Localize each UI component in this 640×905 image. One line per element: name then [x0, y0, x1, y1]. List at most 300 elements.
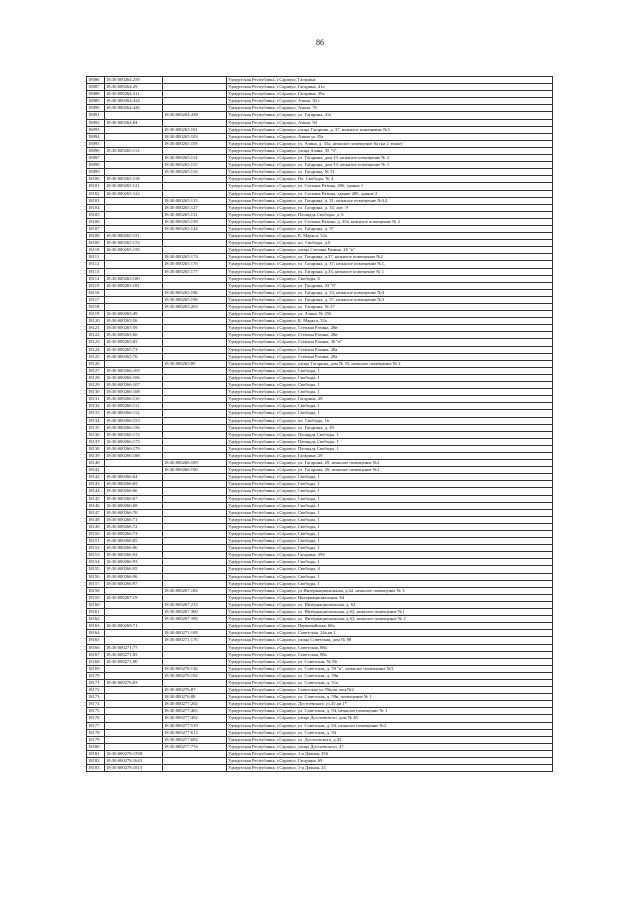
row-number-cell: 18142	[87, 474, 105, 481]
building-cadastral-number-cell: 18:30:000265:176	[163, 261, 227, 268]
building-cadastral-number-cell: 18:30:000265:186	[163, 289, 227, 296]
building-cadastral-number-cell	[163, 325, 227, 332]
row-number-cell: 18143	[87, 481, 105, 488]
table-row	[87, 360, 553, 367]
address-cell: Удмуртская Республика, г.Сарапул, Степана Разина, 30 "в"	[227, 339, 553, 346]
table-row	[87, 126, 553, 133]
table-row	[87, 247, 553, 254]
address-cell: Удмуртская Республика, г.Сарапул, Степана Разина, 28в	[227, 332, 553, 339]
address-cell: Удмуртская Республика, г.Сарапул, Свободы, 6	[227, 275, 553, 282]
row-number-cell: 18153	[87, 552, 105, 559]
building-cadastral-number-cell: 18:30:000267:184	[163, 587, 227, 594]
row-number-cell: 18176	[87, 715, 105, 722]
table-row	[87, 318, 553, 325]
land-cadastral-number-cell: 18:30:000271:85	[105, 651, 163, 658]
row-number-cell: 18103	[87, 197, 105, 204]
land-cadastral-number-cell: 18:30:000266:153	[105, 417, 163, 424]
address-cell: Удмуртская Республика, г.Сарапул, Степана Разина, 28а	[227, 353, 553, 360]
land-cadastral-number-cell: 18:30:000271:77	[105, 644, 163, 651]
row-number-cell: 18090	[87, 105, 105, 112]
address-cell: Удмуртская Республика, г.Сарапул, ул. Степана Разина, д. 35а, нежилое помещение № 2	[227, 218, 553, 225]
table-row	[87, 630, 553, 637]
table-row	[87, 133, 553, 140]
land-cadastral-number-cell	[105, 304, 163, 311]
table-row	[87, 353, 553, 360]
land-cadastral-number-cell	[105, 609, 163, 616]
table-row	[87, 587, 553, 594]
building-cadastral-number-cell	[163, 247, 227, 254]
land-cadastral-number-cell	[105, 743, 163, 750]
table-row	[87, 580, 553, 587]
table-row	[87, 452, 553, 459]
row-number-cell: 18104	[87, 204, 105, 211]
address-cell: Удмуртская Республика, г.Сарапул, ул. Гагарина, д. 29	[227, 424, 553, 431]
table-row	[87, 105, 553, 112]
table-row	[87, 389, 553, 396]
table-row	[87, 481, 553, 488]
table-row	[87, 261, 553, 268]
address-cell: Удмуртская Республика, г.Сарапул, Интернациональная, 64	[227, 594, 553, 601]
address-cell: Удмуртская Республика, г.Сарапул, Свободы, 1	[227, 488, 553, 495]
land-cadastral-number-cell: 18:30:000265:56	[105, 318, 163, 325]
building-cadastral-number-cell	[163, 502, 227, 509]
address-cell: Удмуртская Республика, г.Сарапул, ул. Азина, д. 35а, нежилое помещение 6а (на 2 этаже)	[227, 140, 553, 147]
building-cadastral-number-cell	[163, 516, 227, 523]
land-cadastral-number-cell	[105, 587, 163, 594]
building-cadastral-number-cell	[163, 545, 227, 552]
address-cell: Удмуртская Республика, г.Сарапул, ул. Гагарина, д.37, нежилое помещение №2	[227, 254, 553, 261]
table-row	[87, 147, 553, 154]
row-number-cell: 18106	[87, 218, 105, 225]
address-cell: Удмуртская Республика, г.Сарапул, Свободы, 1	[227, 495, 553, 502]
building-cadastral-number-cell: 18:30:000265:123	[163, 197, 227, 204]
address-cell: Удмуртская Республика, г.Сарапул, Свободы, 1	[227, 367, 553, 374]
address-cell: Удмуртская Республика, г.Сарапул, ул. Гагарина, № 31	[227, 169, 553, 176]
land-cadastral-number-cell	[105, 360, 163, 367]
land-cadastral-number-cell	[105, 133, 163, 140]
building-cadastral-number-cell	[163, 98, 227, 105]
address-cell: Удмуртская Республика, г.Сарапул, Свободы, 1	[227, 580, 553, 587]
row-number-cell: 18123	[87, 339, 105, 346]
row-number-cell: 18149	[87, 523, 105, 530]
table-row	[87, 672, 553, 679]
row-number-cell: 18150	[87, 531, 105, 538]
building-cadastral-number-cell	[163, 105, 227, 112]
row-number-cell: 18134	[87, 417, 105, 424]
table-row	[87, 495, 553, 502]
address-cell: Удмуртская Республика, г.Сарапул, Азина ул.35а	[227, 133, 553, 140]
row-number-cell: 18124	[87, 346, 105, 353]
land-cadastral-number-cell: 18:30:000266:107	[105, 382, 163, 389]
row-number-cell: 18151	[87, 538, 105, 545]
row-number-cell: 18165	[87, 637, 105, 644]
row-number-cell: 18120	[87, 318, 105, 325]
table-row	[87, 240, 553, 247]
table-row	[87, 162, 553, 169]
address-cell: Удмуртская Республика, г.Сарапул, К. Маркса, 32а	[227, 318, 553, 325]
address-cell: Удмуртская Республика, г.Сарапул, ул. Гагарина, № 37	[227, 304, 553, 311]
land-cadastral-number-cell: 18:30:000265:73	[105, 346, 163, 353]
building-cadastral-number-cell	[163, 240, 227, 247]
table-row	[87, 623, 553, 630]
land-cadastral-number-cell	[105, 155, 163, 162]
address-cell: Удмуртская Республика, г.Сарапул, Гагарина, 29	[227, 452, 553, 459]
row-number-cell: 18152	[87, 545, 105, 552]
row-number-cell: 18135	[87, 424, 105, 431]
row-number-cell: 18110	[87, 247, 105, 254]
table-row	[87, 438, 553, 445]
address-cell: Удмуртская Республика, г.Сарапул, Гагарина, 69	[227, 758, 553, 765]
building-cadastral-number-cell	[163, 644, 227, 651]
row-number-cell: 18093	[87, 126, 105, 133]
address-cell: Удмуртская Республика, г.Сарапул, ул. Степана Разина, 28б, здание 1	[227, 183, 553, 190]
row-number-cell: 18181	[87, 750, 105, 757]
table-row	[87, 424, 553, 431]
row-number-cell: 18098	[87, 162, 105, 169]
building-cadastral-number-cell	[163, 431, 227, 438]
address-cell: Удмуртская Республика, г.Сарапул, 1-я Дачная, 25б	[227, 750, 553, 757]
land-cadastral-number-cell: 18:30:000266:103	[105, 367, 163, 374]
row-number-cell: 18128	[87, 374, 105, 381]
building-cadastral-number-cell	[163, 91, 227, 98]
building-cadastral-number-cell: 18:30:000271:169	[163, 630, 227, 637]
table-row	[87, 694, 553, 701]
land-cadastral-number-cell: 18:30:000266:68	[105, 502, 163, 509]
land-cadastral-number-cell: 18:30:000265:153	[105, 240, 163, 247]
land-cadastral-number-cell: 18:30:000266:156	[105, 424, 163, 431]
land-cadastral-number-cell	[105, 672, 163, 679]
row-number-cell: 18087	[87, 84, 105, 91]
address-cell: Удмуртская Республика, г.Сарапул, ул.Интернациональная, д.62, нежилое помещение № 3	[227, 587, 553, 594]
land-cadastral-number-cell: 18:30:000278:1643	[105, 758, 163, 765]
building-cadastral-number-cell: 18:30:000276:87	[163, 687, 227, 694]
building-cadastral-number-cell: 18:30:000265:89	[163, 360, 227, 367]
land-cadastral-number-cell: 18:30:000266:71	[105, 516, 163, 523]
address-cell: Удмуртская Республика, г.Сарапул, Свободы, 1	[227, 403, 553, 410]
building-cadastral-number-cell: 18:30:000276:192	[163, 672, 227, 679]
building-cadastral-number-cell	[163, 481, 227, 488]
land-cadastral-number-cell	[105, 601, 163, 608]
land-cadastral-number-cell: 18:30:000266:73	[105, 531, 163, 538]
row-number-cell: 18158	[87, 587, 105, 594]
row-number-cell: 18139	[87, 452, 105, 459]
land-cadastral-number-cell: 18:30:000265:122	[105, 190, 163, 197]
building-cadastral-number-cell	[163, 750, 227, 757]
building-cadastral-number-cell	[163, 651, 227, 658]
building-cadastral-number-cell: 18:30:000267:215	[163, 601, 227, 608]
land-cadastral-number-cell: 18:30:000265:151	[105, 233, 163, 240]
land-cadastral-number-cell: 18:30:000266:108	[105, 389, 163, 396]
land-cadastral-number-cell	[105, 715, 163, 722]
row-number-cell: 18097	[87, 155, 105, 162]
table-row	[87, 474, 553, 481]
building-cadastral-number-cell	[163, 119, 227, 126]
building-cadastral-number-cell	[163, 495, 227, 502]
building-cadastral-number-cell	[163, 523, 227, 530]
land-cadastral-number-cell: 18:30:000266:112	[105, 410, 163, 417]
building-cadastral-number-cell: 18:30:000277:202	[163, 701, 227, 708]
row-number-cell: 18141	[87, 467, 105, 474]
row-number-cell: 18136	[87, 431, 105, 438]
land-cadastral-number-cell: 18:30:000267:19	[105, 594, 163, 601]
building-cadastral-number-cell	[163, 311, 227, 318]
address-cell: Удмуртская Республика, г.Сарапул, ул. Достоевского, д.45	[227, 736, 553, 743]
row-number-cell: 18183	[87, 765, 105, 772]
building-cadastral-number-cell	[163, 77, 227, 84]
row-number-cell: 18102	[87, 190, 105, 197]
address-cell: Удмуртская Республика, г.Сарапул, Гагарина, 39а	[227, 91, 553, 98]
row-number-cell: 18108	[87, 233, 105, 240]
land-cadastral-number-cell: 18:30:000266:96	[105, 573, 163, 580]
address-cell: Удмуртская Республика, г.Сарапул, Свободы, 1	[227, 538, 553, 545]
address-cell: Удмуртская Республика, г.Сарапул, Свободы, 1	[227, 509, 553, 516]
address-cell: Удмуртская Республика, г.Сарапул, ул. Гагарина, д.33, нежилое помещение № 1	[227, 268, 553, 275]
land-cadastral-number-cell	[105, 204, 163, 211]
building-cadastral-number-cell	[163, 552, 227, 559]
row-number-cell: 18100	[87, 176, 105, 183]
table-row	[87, 77, 553, 84]
address-cell: Удмуртская Республика, г.Сарапул, ул. Гагарина, д. 33, лит. Э	[227, 204, 553, 211]
row-number-cell: 18144	[87, 488, 105, 495]
address-cell: Удмуртская Республика, г.Сарапул, Свободы, 1	[227, 374, 553, 381]
address-cell: Удмуртская Республика, г.Сарапул, Советская, 24а,кв.1	[227, 630, 553, 637]
row-number-cell: 18145	[87, 495, 105, 502]
address-cell: Удмуртская Республика, г.Сарапул, улица Советская, дом № 88	[227, 637, 553, 644]
building-cadastral-number-cell	[163, 445, 227, 452]
table-row	[87, 410, 553, 417]
table-row	[87, 573, 553, 580]
address-cell: Удмуртская Республика, г.Сарапул, улица Достоевского, 47	[227, 743, 553, 750]
building-cadastral-number-cell: 18:30:000266:190	[163, 467, 227, 474]
address-cell: Удмуртская Республика, г.Сарапул, ул. Азина, № 35б	[227, 311, 553, 318]
building-cadastral-number-cell	[163, 339, 227, 346]
building-cadastral-number-cell	[163, 84, 227, 91]
table-row	[87, 594, 553, 601]
land-cadastral-number-cell: 18:30:000264:424	[105, 98, 163, 105]
building-cadastral-number-cell	[163, 566, 227, 573]
table-row	[87, 644, 553, 651]
land-cadastral-number-cell	[105, 268, 163, 275]
land-cadastral-number-cell: 18:30:000266:85	[105, 538, 163, 545]
land-cadastral-number-cell: 18:30:000266:173	[105, 438, 163, 445]
table-row	[87, 84, 553, 91]
table-row	[87, 332, 553, 339]
land-cadastral-number-cell	[105, 616, 163, 623]
address-cell: Удмуртская Республика, г.Сарапул, ул. Советская, д. 59в	[227, 672, 553, 679]
row-number-cell: 18160	[87, 601, 105, 608]
building-cadastral-number-cell	[163, 679, 227, 686]
address-cell: Удмуртская Республика, г.Сарапул, Свободы, 1	[227, 516, 553, 523]
building-cadastral-number-cell	[163, 509, 227, 516]
address-cell: Удмуртская Республика, г.Сарапул, Свободы, 1	[227, 382, 553, 389]
address-cell: Удмуртская Республика, г.Сарапул, Пл. Свободы, № 4	[227, 176, 553, 183]
address-cell: Удмуртская Республика, г.Сарапул, Площадь Свободы, 1	[227, 445, 553, 452]
address-cell: Удмуртская Республика, г.Сарапул, Свободы, 1	[227, 559, 553, 566]
building-cadastral-number-cell: 18:30:000265:116	[163, 169, 227, 176]
table-row	[87, 687, 553, 694]
row-number-cell: 18095	[87, 140, 105, 147]
building-cadastral-number-cell: 18:30:000264:438	[163, 112, 227, 119]
address-cell: Удмуртская Республика, г.Сарапул, Свободы, 4	[227, 566, 553, 573]
land-cadastral-number-cell: 18:30:000264:29	[105, 84, 163, 91]
building-cadastral-number-cell: 18:30:000265:115	[163, 162, 227, 169]
land-cadastral-number-cell	[105, 630, 163, 637]
land-cadastral-number-cell: 18:30:000269:71	[105, 623, 163, 630]
building-cadastral-number-cell	[163, 452, 227, 459]
row-number-cell: 18166	[87, 644, 105, 651]
address-cell: Удмуртская Республика, г.Сарапул, Свободы, 1	[227, 410, 553, 417]
land-cadastral-number-cell	[105, 467, 163, 474]
land-cadastral-number-cell	[105, 254, 163, 261]
page-number: 86	[316, 38, 324, 47]
row-number-cell: 18147	[87, 509, 105, 516]
registry-table	[86, 76, 553, 772]
table-row	[87, 112, 553, 119]
land-cadastral-number-cell: 18:30:000265:59	[105, 325, 163, 332]
table-row	[87, 183, 553, 190]
table-row	[87, 758, 553, 765]
land-cadastral-number-cell	[105, 637, 163, 644]
row-number-cell: 18099	[87, 169, 105, 176]
address-cell: Удмуртская Республика, г.Сарапул, Азина, 30 г	[227, 98, 553, 105]
land-cadastral-number-cell: 18:30:000265:159	[105, 247, 163, 254]
table-row	[87, 254, 553, 261]
land-cadastral-number-cell: 18:30:000266:111	[105, 403, 163, 410]
table-row	[87, 119, 553, 126]
address-cell: Удмуртская Республика, г.Сарапул, ул. Гагарина, дом 33, нежилое помещение № 1	[227, 162, 553, 169]
land-cadastral-number-cell: 18:30:000265:121	[105, 183, 163, 190]
land-cadastral-number-cell: 18:30:000265:112	[105, 147, 163, 154]
building-cadastral-number-cell	[163, 658, 227, 665]
row-number-cell: 18179	[87, 736, 105, 743]
table-row	[87, 559, 553, 566]
table-row	[87, 765, 553, 772]
building-cadastral-number-cell	[163, 396, 227, 403]
building-cadastral-number-cell: 18:30:000277:774	[163, 743, 227, 750]
land-cadastral-number-cell: 18:30:000266:188	[105, 452, 163, 459]
row-number-cell: 18101	[87, 183, 105, 190]
land-cadastral-number-cell: 18:30:000264:311	[105, 91, 163, 98]
table-row	[87, 467, 553, 474]
building-cadastral-number-cell	[163, 275, 227, 282]
table-row	[87, 736, 553, 743]
land-cadastral-number-cell: 18:30:000266:72	[105, 523, 163, 530]
building-cadastral-number-cell: 18:30:000277:519	[163, 722, 227, 729]
row-number-cell: 18115	[87, 282, 105, 289]
row-number-cell: 18182	[87, 758, 105, 765]
row-number-cell: 18167	[87, 651, 105, 658]
land-cadastral-number-cell: 18:30:000266:106	[105, 374, 163, 381]
row-number-cell: 18178	[87, 729, 105, 736]
table-row	[87, 545, 553, 552]
table-row	[87, 743, 553, 750]
address-cell: Удмуртская Республика, г.Сарапул, Свободы, 1	[227, 523, 553, 530]
building-cadastral-number-cell	[163, 417, 227, 424]
building-cadastral-number-cell	[163, 594, 227, 601]
land-cadastral-number-cell	[105, 126, 163, 133]
building-cadastral-number-cell: 18:30:000265:114	[163, 155, 227, 162]
table-row	[87, 460, 553, 467]
row-number-cell: 18163	[87, 623, 105, 630]
table-row	[87, 218, 553, 225]
table-row	[87, 374, 553, 381]
table-row	[87, 502, 553, 509]
building-cadastral-number-cell	[163, 559, 227, 566]
land-cadastral-number-cell	[105, 211, 163, 218]
land-cadastral-number-cell	[105, 112, 163, 119]
land-cadastral-number-cell	[105, 197, 163, 204]
table-row	[87, 665, 553, 672]
address-cell: Удмуртская Республика, г.Сарапул, Свободы, 1	[227, 573, 553, 580]
land-cadastral-number-cell: 18:30:000266:66	[105, 488, 163, 495]
row-number-cell: 18109	[87, 240, 105, 247]
building-cadastral-number-cell	[163, 765, 227, 772]
building-cadastral-number-cell	[163, 147, 227, 154]
land-cadastral-number-cell	[105, 460, 163, 467]
building-cadastral-number-cell: 18:30:000265:105	[163, 140, 227, 147]
table-row	[87, 601, 553, 608]
address-cell: Удмуртская Республика, г.Сарапул, Гагарина	[227, 77, 553, 84]
row-number-cell: 18174	[87, 701, 105, 708]
row-number-cell: 18159	[87, 594, 105, 601]
address-cell: Удмуртская Республика, г.Сарапул, Свободы, 1	[227, 474, 553, 481]
table-row	[87, 225, 553, 232]
building-cadastral-number-cell: 18:30:000277:613	[163, 729, 227, 736]
address-cell: Удмуртская Республика, г.Сарапул, Свободы, 1	[227, 531, 553, 538]
land-cadastral-number-cell	[105, 736, 163, 743]
table-row	[87, 282, 553, 289]
table-row	[87, 658, 553, 665]
land-cadastral-number-cell	[105, 729, 163, 736]
land-cadastral-number-cell: 18:30:000276:83	[105, 679, 163, 686]
address-cell: Удмуртская Республика, г.Сарапул, ул. Гагарина, дом 33, нежилое помещение № 2	[227, 155, 553, 162]
land-cadastral-number-cell: 18:30:000265:181	[105, 282, 163, 289]
address-cell: Удмуртская Республика, г.Сарапул, ул. Советская, д. 59в, помещение № 1	[227, 694, 553, 701]
row-number-cell: 18168	[87, 658, 105, 665]
row-number-cell: 18129	[87, 382, 105, 389]
building-cadastral-number-cell	[163, 438, 227, 445]
address-cell: Удмуртская Республика, г.Сарапул, К. Маркса, 32а	[227, 233, 553, 240]
table-row	[87, 750, 553, 757]
land-cadastral-number-cell: 18:30:000266:97	[105, 580, 163, 587]
row-number-cell: 18154	[87, 559, 105, 566]
building-cadastral-number-cell	[163, 353, 227, 360]
building-cadastral-number-cell	[163, 282, 227, 289]
building-cadastral-number-cell: 18:30:000265:101	[163, 126, 227, 133]
row-number-cell: 18133	[87, 410, 105, 417]
row-number-cell: 18157	[87, 580, 105, 587]
row-number-cell: 18126	[87, 360, 105, 367]
row-number-cell: 18092	[87, 119, 105, 126]
row-number-cell: 18132	[87, 403, 105, 410]
table-row	[87, 552, 553, 559]
row-number-cell: 18091	[87, 112, 105, 119]
address-cell: Удмуртская Республика, г.Сарапул, Свободы, 1	[227, 502, 553, 509]
land-cadastral-number-cell: 18:30:000265:65	[105, 339, 163, 346]
land-cadastral-number-cell: 18:30:000264:259	[105, 77, 163, 84]
table-row	[87, 176, 553, 183]
building-cadastral-number-cell: 18:30:000277:684	[163, 736, 227, 743]
row-number-cell: 18177	[87, 722, 105, 729]
table-row	[87, 403, 553, 410]
row-number-cell: 18088	[87, 91, 105, 98]
building-cadastral-number-cell	[163, 623, 227, 630]
address-cell: Удмуртская Республика, г.Сарапул, улица Степана Разина, 28 "в"	[227, 247, 553, 254]
row-number-cell: 18113	[87, 268, 105, 275]
table-row	[87, 140, 553, 147]
table-row	[87, 98, 553, 105]
table-row	[87, 346, 553, 353]
